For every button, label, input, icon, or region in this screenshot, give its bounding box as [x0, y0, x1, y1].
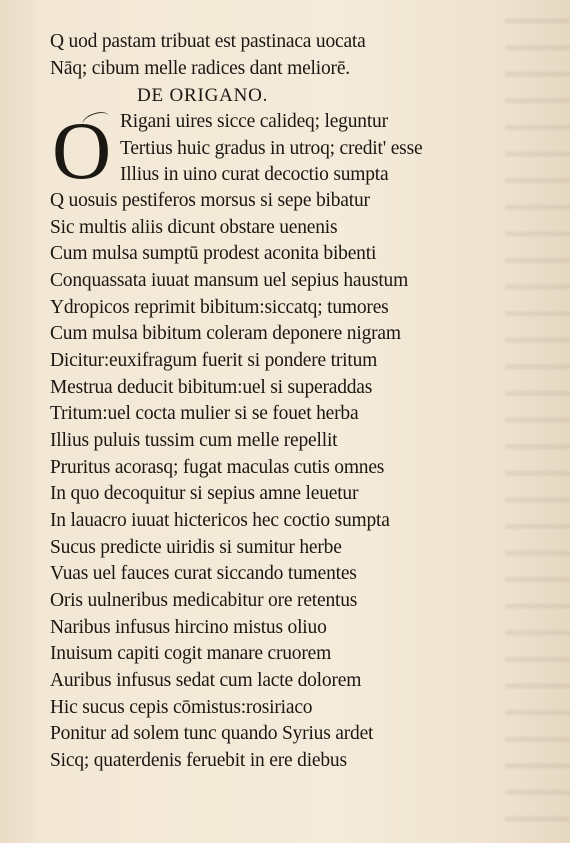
- text-line: In quo decoquitur si sepius amne leuetur: [50, 483, 359, 504]
- text-line: Vuas uel fauces curat siccando tumentes: [50, 563, 357, 584]
- text-line: Cum mulsa sumptū prodest aconita bibenti: [50, 243, 377, 264]
- text-line: Ponitur ad solem tunc quando Syrius ardet: [50, 723, 374, 744]
- text-line: Auribus infusus sedat cum lacte dolorem: [50, 670, 362, 691]
- text-line: Tritum:uel cocta mulier si se fouet herba: [50, 403, 359, 424]
- text-line: Conquassata iuuat mansum uel sepius haustum: [50, 270, 409, 291]
- text-line: Sucus predicte uiridis si sumitur herbe: [50, 537, 342, 558]
- text-line: Sicq; quaterdenis feruebit in ere diebus: [50, 750, 347, 771]
- text-line: Tertius huic gradus in utroq; credit' esse: [120, 138, 423, 159]
- text-line: Illius puluis tussim cum melle repellit: [50, 430, 338, 451]
- text-line: Rigani uires sicce calideq; leguntur: [120, 111, 388, 132]
- text-line: Nāq; cibum melle radices dant meliorē.: [50, 58, 350, 79]
- drop-cap-initial: O: [52, 105, 112, 196]
- text-line: Oris uulneribus medicabitur ore retentus: [50, 590, 358, 611]
- text-line: Naribus infusus hircino mistus oliuo: [50, 617, 327, 638]
- text-line: Mestrua deducit bibitum:uel si superaddas: [50, 377, 373, 398]
- text-line: In lauacro iuuat hictericos hec coctio sumpta: [50, 510, 390, 531]
- text-line: Ydropicos reprimit bibitum:siccatq; tumores: [50, 297, 389, 318]
- text-line: Pruritus acorasq; fugat maculas cutis omnes: [50, 457, 385, 478]
- text-line: Q uod pastam tribuat est pastinaca uocata: [50, 31, 366, 52]
- text-line: Hic sucus cepis cōmistus:rosiriaco: [50, 697, 313, 718]
- verso-show-through: [505, 0, 570, 843]
- text-line: Inuisum capiti cogit manare cruorem: [50, 643, 332, 664]
- text-line: Q uosuis pestiferos morsus si sepe bibatur: [50, 190, 370, 211]
- section-heading: DE ORIGANO.: [137, 85, 269, 106]
- text-line: Dicitur:euxifragum fuerit si pondere tritum: [50, 350, 378, 371]
- text-line: Cum mulsa bibitum coleram deponere nigram: [50, 323, 401, 344]
- text-line: Illius in uino curat decoctio sumpta: [120, 164, 389, 185]
- text-line: Sic multis aliis dicunt obstare uenenis: [50, 217, 338, 238]
